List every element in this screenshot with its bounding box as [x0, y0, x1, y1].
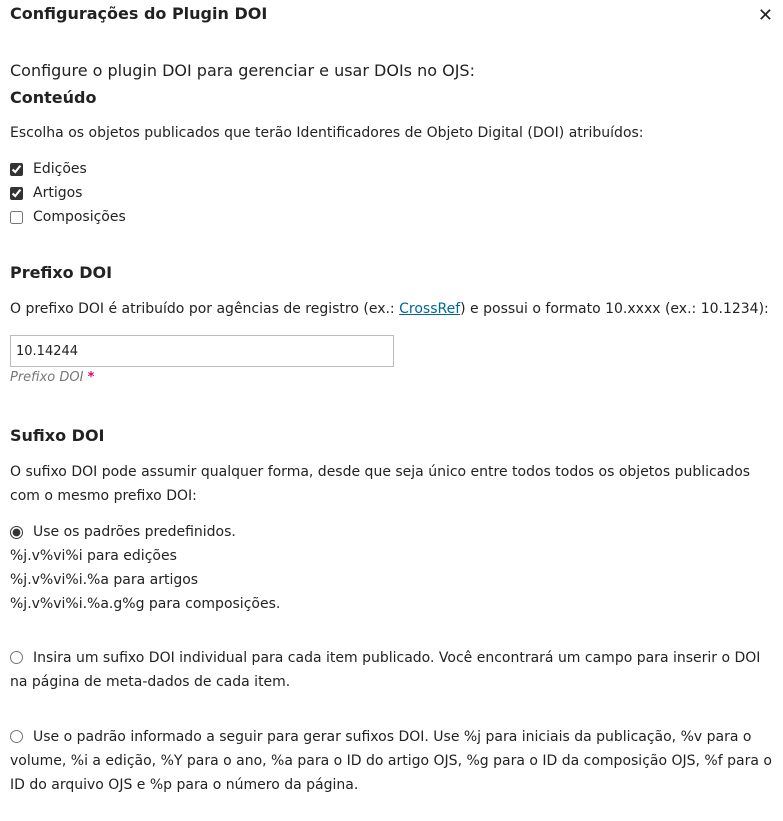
prefix-description-after: ) e possui o formato 10.xxxx (ex.: 10.1234):: [460, 301, 769, 317]
intro-text: Configure o plugin DOI para gerenciar e usar DOIs no OJS:: [10, 61, 475, 80]
editions-checkbox[interactable]: [10, 163, 23, 176]
crossref-link[interactable]: CrossRef: [399, 301, 461, 317]
option-galleys[interactable]: [10, 205, 772, 229]
articles-checkbox[interactable]: [10, 187, 23, 200]
option-articles[interactable]: [10, 181, 772, 205]
editions-label: Edições: [33, 161, 87, 177]
prefix-field-label: [10, 368, 772, 388]
suffix-description: O sufixo DOI pode assumir qualquer forma, desde que seja único entre todos todos os objetos publicados com o mesmo prefixo DOI:: [10, 464, 751, 504]
pattern-suffix-radio[interactable]: [10, 730, 23, 743]
suffix-heading: Sufixo DOI: [10, 426, 105, 445]
pattern-line: %j.v%vi%i.%a.g%g para composições.: [10, 596, 281, 612]
galleys-checkbox[interactable]: [10, 211, 23, 224]
default-patterns-radio[interactable]: [10, 526, 23, 539]
prefix-label-text: Prefixo DOI: [10, 370, 84, 385]
prefix-description-before: O prefixo DOI é atribuído por agências de registro (ex.:: [10, 301, 400, 317]
doi-prefix-input[interactable]: [10, 335, 394, 367]
radio-individual-suffix[interactable]: [10, 646, 772, 694]
radio-pattern-suffix[interactable]: [10, 725, 772, 797]
individual-suffix-label: Insira um sufixo DOI individual para cada item publicado. Você encontrará um campo para inserir o DOI na página de meta-dados de cada item.: [10, 650, 761, 690]
individual-suffix-radio[interactable]: [10, 651, 23, 664]
option-editions[interactable]: [10, 157, 772, 181]
content-heading: Conteúdo: [10, 88, 97, 107]
prefix-heading: Prefixo DOI: [10, 263, 113, 282]
content-description: Escolha os objetos publicados que terão Identificadores de Objeto Digital (DOI) atribuídos:: [10, 125, 644, 141]
radio-default-patterns[interactable]: [10, 520, 772, 544]
settings-form: [10, 58, 772, 797]
pattern-line: %j.v%vi%i.%a para artigos: [10, 572, 199, 588]
close-icon[interactable]: ✕: [757, 5, 773, 26]
required-marker: *: [87, 370, 95, 385]
pattern-line: %j.v%vi%i para edições: [10, 548, 177, 564]
modal-title: Configurações do Plugin DOI: [10, 4, 268, 23]
default-patterns-label: Use os padrões predefinidos.: [33, 524, 236, 540]
articles-label: Artigos: [33, 185, 83, 201]
pattern-suffix-label: Use o padrão informado a seguir para gerar sufixos DOI. Use %j para iniciais da publicação, %v para o volume, %i a edição, %Y para o ano, %a para o ID do artigo OJS, %g para o ID da composição OJS, %f para o ID do arquivo OJS e %p para o número da página.: [10, 729, 772, 793]
galleys-label: Composições: [33, 209, 126, 225]
content-options: [10, 157, 772, 229]
prefix-description: [10, 297, 772, 321]
suffix-option-default: [10, 520, 772, 616]
